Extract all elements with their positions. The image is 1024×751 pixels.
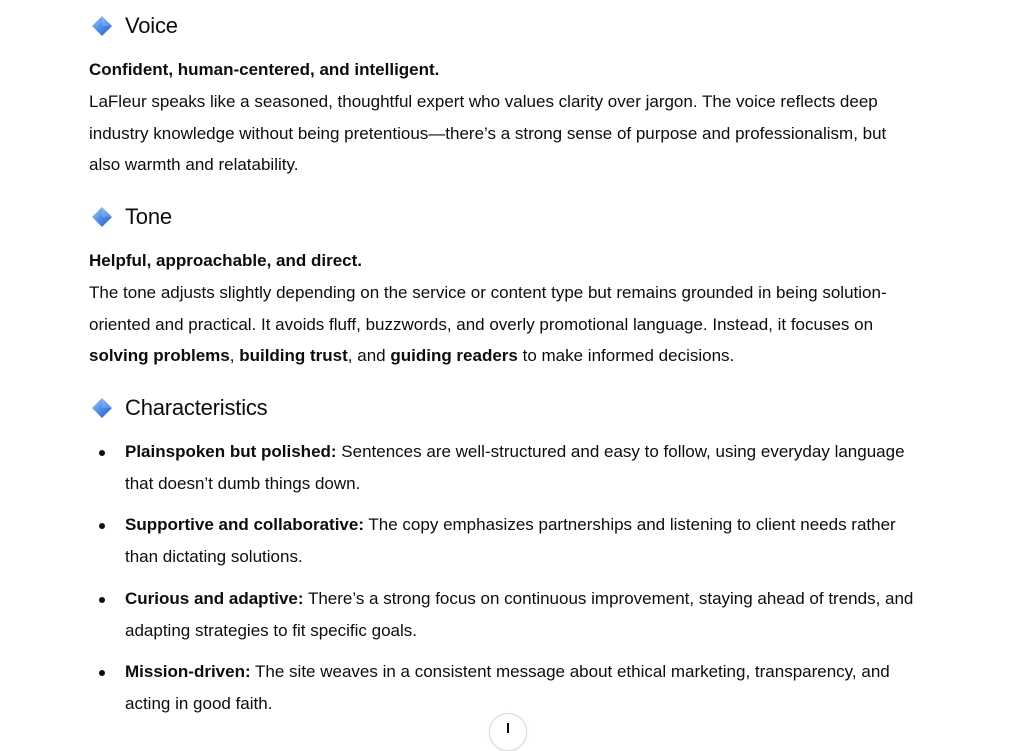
tone-body [89, 277, 924, 372]
tone-separator: , [229, 346, 240, 366]
list-item [89, 656, 929, 719]
list-item [89, 436, 929, 499]
tone-heading-text: Tone [125, 204, 172, 229]
blue-diamond-icon [91, 206, 113, 228]
tone-body-end: to make informed decisions. [517, 346, 735, 366]
list-item-desc: The copy emphasizes partnerships and listening to client needs rather than dictating solutions. [125, 515, 896, 567]
characteristics-heading-text: Characteristics [125, 395, 268, 420]
blue-diamond-icon [91, 397, 113, 419]
tone-body-start: The tone adjusts slightly depending on the service or content type but remains grounded in being solution-oriented and practical. It avoids fluff, buzzwords, and overly promotional language. Instead, it focuses on [89, 283, 887, 334]
tone-separator: , and [347, 346, 391, 366]
bullet-icon [99, 450, 105, 456]
arrow-down-icon [507, 723, 509, 733]
tone-emphasis-solving-problems: solving problems [89, 346, 230, 366]
characteristics-list [89, 436, 929, 730]
blue-diamond-icon [91, 15, 113, 37]
scroll-down-button[interactable] [489, 713, 527, 751]
list-item-desc: There’s a strong focus on continuous improvement, staying ahead of trends, and adapting strategies to fit specific goals. [125, 588, 914, 640]
tone-lead: Helpful, approachable, and direct. [89, 251, 362, 270]
list-item-term: Plainspoken but polished: [125, 442, 337, 461]
tone-heading [89, 202, 172, 232]
voice-heading-text: Voice [125, 13, 178, 38]
list-item-desc: Sentences are well-structured and easy to follow, using everyday language that doesn’t dumb things down. [125, 442, 905, 493]
list-item [89, 509, 929, 572]
bullet-icon [99, 670, 105, 676]
voice-body: LaFleur speaks like a seasoned, thoughtful expert who values clarity over jargon. The voice reflects deep industry knowledge without being pretentious—there’s a strong sense of purpose and professionalism, but also warmth and relatability. [89, 92, 887, 175]
bullet-icon [99, 523, 105, 529]
tone-emphasis-guiding-readers: guiding readers [390, 346, 518, 366]
list-item [89, 583, 929, 646]
voice-lead: Confident, human-centered, and intelligent. [89, 60, 440, 79]
characteristics-heading [89, 393, 267, 423]
list-item-term: Curious and adaptive: [125, 588, 304, 608]
bullet-icon [99, 597, 105, 603]
tone-emphasis-building-trust: building trust [239, 346, 348, 366]
list-item-desc: The site weaves in a consistent message about ethical marketing, transparency, and acting in good faith. [125, 662, 890, 713]
list-item-term: Supportive and collaborative: [125, 515, 364, 535]
list-item-term: Mission-driven: [125, 662, 251, 682]
voice-heading [89, 11, 178, 41]
